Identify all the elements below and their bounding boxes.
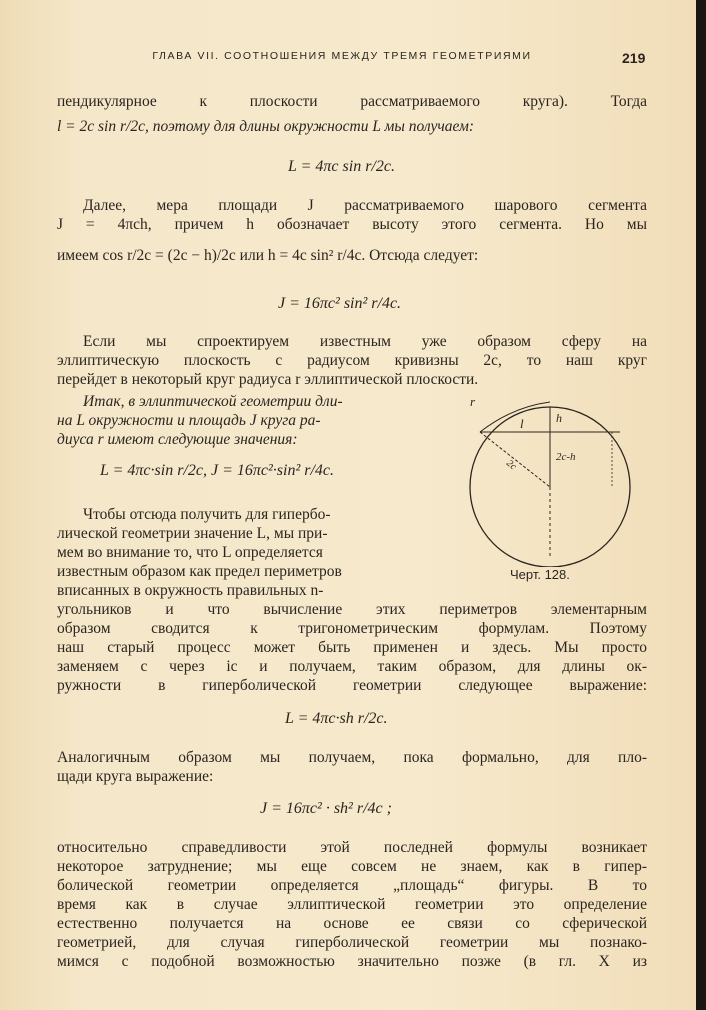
- page-edge-shadow: [696, 0, 706, 1010]
- text-line: пендикулярное к плоскости рассматриваемого круга). Тогда: [57, 93, 647, 110]
- text-line: на L окружности и площадь J круга ра-: [57, 412, 321, 429]
- text-line: щади круга выражение:: [57, 768, 214, 785]
- text-line: угольников и что вычисление этих периметров элементарным: [57, 601, 647, 618]
- text-line: мимся с подобной возможностью значительно позже (в гл. X из: [57, 953, 647, 970]
- text-line: некоторое затруднение; мы еще совсем не знаем, как в гипер-: [57, 858, 647, 875]
- text-line: относительно справедливости этой последней формулы возникает: [57, 839, 647, 856]
- text-line: мем во внимание то, что L определяется: [57, 544, 323, 561]
- text-line: перейдет в некоторый круг радиуса r эллиптической плоскости.: [57, 371, 479, 388]
- formula-hyperbolic-area: J = 16πc² · sh² r/4c ;: [260, 800, 392, 817]
- formula-elliptic: L = 4πc·sin r/2c, J = 16πc²·sin² r/4c.: [100, 462, 335, 479]
- label-2c: 2c: [504, 457, 519, 473]
- text-line: ружности в гиперболической геометрии следующее выражение:: [57, 677, 647, 694]
- text-line: лической геометрии значение L, мы при-: [57, 525, 328, 542]
- text-line: J = 4πch, причем h обозначает высоту этого сегмента. Но мы: [57, 216, 647, 233]
- text-line: диуса r имеют следующие значения:: [57, 431, 298, 448]
- text-line: естественно получается на основе ее связи со сферической: [57, 915, 647, 932]
- text-line: геометрией, для случая гиперболической геометрии мы познако-: [57, 934, 647, 951]
- text-line: Если мы спроектируем известным уже образом сферу на: [83, 333, 647, 350]
- page-number: 219: [622, 50, 646, 66]
- text-line: Чтобы отсюда получить для гипербо-: [83, 506, 331, 523]
- text-line: Итак, в эллиптической геометрии дли-: [83, 393, 343, 410]
- text-line: l = 2c sin r/2c, поэтому для длины окружности L мы получаем:: [57, 118, 475, 135]
- arc-r: [480, 402, 550, 432]
- running-title: ГЛАВА VII. СООТНОШЕНИЯ МЕЖДУ ТРЕМЯ ГЕОМЕТРИЯМИ: [152, 50, 532, 62]
- label-l: l: [520, 416, 524, 431]
- text-line: известным образом как предел периметров: [57, 563, 342, 580]
- circle-diagram: [462, 392, 642, 567]
- text-line: Далее, мера площади J рассматриваемого шарового сегмента: [83, 197, 647, 214]
- label-r: r: [470, 394, 476, 409]
- label-h: h: [556, 411, 562, 425]
- formula-hyperbolic-length: L = 4πc·sh r/2c.: [285, 710, 388, 727]
- formula-circumference: L = 4πc sin r/2c.: [288, 158, 395, 175]
- text-line: болической геометрии определяется „площадь“ фигуры. В то: [57, 877, 647, 894]
- text-line: наш старый процесс может быть применен и здесь. Мы просто: [57, 639, 647, 656]
- text-line: заменяем c через ic и получаем, таким образом, для длины ок-: [57, 658, 647, 675]
- text-line: Аналогичным образом мы получаем, пока формально, для пло-: [57, 749, 647, 766]
- label-2c-minus-h: 2c-h: [556, 451, 576, 463]
- figure-caption: Черт. 128.: [510, 567, 570, 582]
- text-line: эллиптическую плоскость с радиусом кривизны 2c, то наш круг: [57, 352, 647, 369]
- radius-2c: [480, 432, 550, 487]
- formula-area: J = 16πc² sin² r/4c.: [278, 295, 402, 312]
- text-line: образом сводится к тригонометрическим формулам. Поэтому: [57, 620, 647, 637]
- text-line: время как в случае эллиптической геометрии это определение: [57, 896, 647, 913]
- text-line: вписанных в окружность правильных n-: [57, 582, 324, 599]
- text-line: имеем cos r/2c = (2c − h)/2c или h = 4c sin² r/4c. Отсюда следует:: [57, 247, 479, 264]
